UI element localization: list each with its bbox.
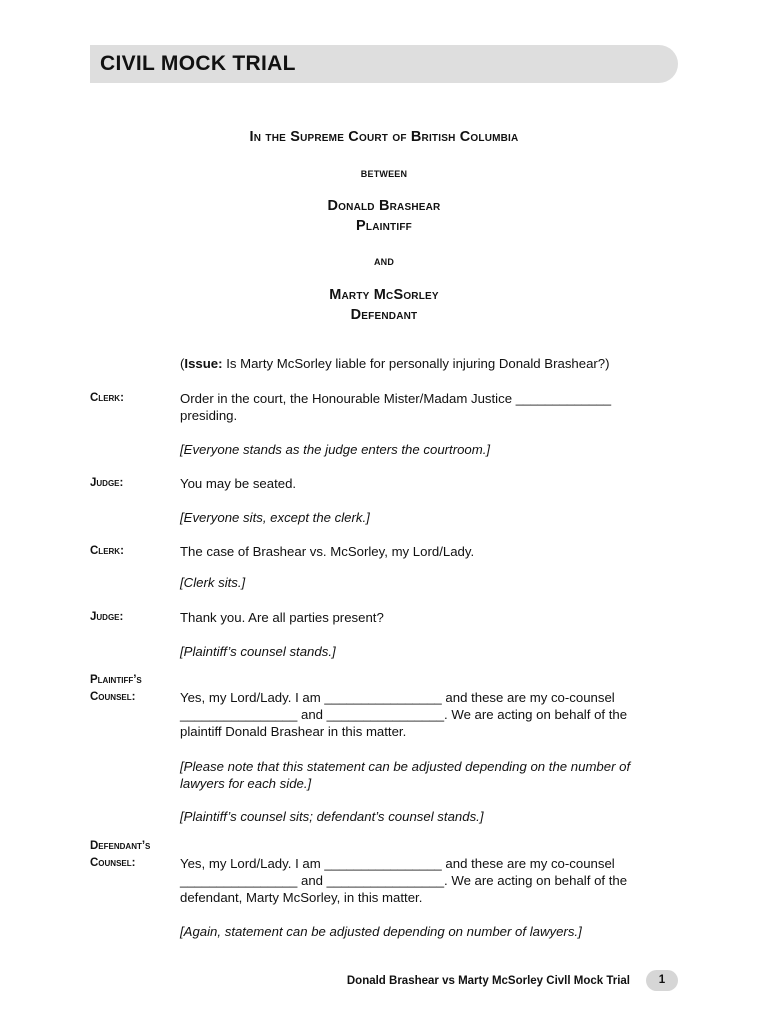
speaker-label	[90, 838, 150, 872]
dialogue-text: ________________ and ________________. We are acting on behalf of the	[180, 707, 628, 722]
dialogue-text: Yes, my Lord/Lady. I am ________________ and these are my co-counsel	[180, 690, 615, 705]
stage-direction-text: [Again, statement can be adjusted depending on number of lawyers.]	[180, 924, 582, 939]
stage-direction	[180, 574, 660, 591]
plaintiff-name: Donald Brashear	[327, 198, 441, 214]
stage-direction-text: [Clerk sits.]	[180, 575, 246, 590]
speaker-label	[90, 390, 124, 407]
and-label: and	[373, 254, 395, 268]
speaker-line: Plaintiff’s	[90, 674, 142, 686]
stage-direction-text: [Everyone stands as the judge enters the courtroom.]	[180, 442, 491, 457]
issue-statement	[180, 355, 610, 372]
speaker-line: Clerk:	[90, 545, 124, 557]
section-banner	[90, 45, 678, 83]
dialogue-line	[180, 390, 660, 424]
speaker-label	[90, 543, 124, 560]
speaker-label	[90, 475, 123, 492]
dialogue-line	[180, 855, 660, 906]
and-label-wrap	[0, 251, 768, 271]
stage-direction-text: lawyers for each side.]	[180, 776, 312, 791]
speaker-line: Counsel:	[90, 691, 136, 703]
stage-direction	[180, 441, 660, 458]
stage-direction	[180, 808, 660, 825]
plaintiff-block	[0, 196, 768, 236]
dialogue-text: You may be seated.	[180, 476, 297, 491]
between-label-wrap	[0, 163, 768, 183]
dialogue-text: Yes, my Lord/Lady. I am ________________ and these are my co-counsel	[180, 856, 615, 871]
dialogue-text: presiding.	[180, 408, 238, 423]
defendant-role: Defendant	[350, 307, 418, 323]
stage-direction-text: [Everyone sits, except the clerk.]	[180, 510, 370, 525]
between-label: between	[360, 166, 408, 180]
dialogue-line	[180, 475, 660, 492]
dialogue-line	[180, 543, 660, 560]
court-heading	[0, 127, 768, 147]
issue-text: Is Marty McSorley liable for personally injuring Donald Brashear?)	[222, 356, 610, 371]
dialogue-text: Thank you. Are all parties present?	[180, 610, 384, 625]
issue-open-paren: (	[180, 356, 185, 371]
stage-direction-text: [Plaintiff’s counsel sits; defendant’s counsel stands.]	[180, 809, 484, 824]
court-name: In the Supreme Court of British Columbia	[249, 129, 519, 145]
plaintiff-role: Plaintiff	[356, 218, 412, 234]
issue-label: Issue:	[184, 356, 223, 371]
speaker-line: Defendant’s	[90, 840, 151, 852]
speaker-label	[90, 672, 142, 706]
stage-direction-text: [Please note that this statement can be adjusted depending on the number of	[180, 759, 631, 774]
stage-direction	[180, 758, 660, 792]
stage-direction	[180, 643, 660, 660]
defendant-block	[0, 285, 768, 325]
speaker-label	[90, 609, 123, 626]
stage-direction-text: [Plaintiff’s counsel stands.]	[180, 644, 336, 659]
speaker-line: Judge:	[90, 611, 124, 623]
speaker-line: Counsel:	[90, 857, 136, 869]
dialogue-text: Order in the court, the Honourable Mister/Madam Justice _____________	[180, 391, 612, 406]
dialogue-text: The case of Brashear vs. McSorley, my Lord/Lady.	[180, 544, 475, 559]
dialogue-line	[180, 689, 660, 740]
dialogue-text: defendant, Marty McSorley, in this matter.	[180, 890, 423, 905]
defendant-name: Marty McSorley	[329, 287, 439, 303]
running-footer: Donald Brashear vs Marty McSorley Civll Mock Trial	[346, 975, 630, 987]
page-number: 1	[646, 970, 678, 991]
dialogue-line	[180, 609, 660, 626]
speaker-line: Judge:	[90, 477, 124, 489]
stage-direction	[180, 509, 660, 526]
stage-direction	[180, 923, 660, 940]
dialogue-text: ________________ and ________________. We are acting on behalf of the	[180, 873, 628, 888]
section-title: CIVIL MOCK TRIAL	[100, 52, 296, 75]
speaker-line: Clerk:	[90, 392, 124, 404]
dialogue-text: plaintiff Donald Brashear in this matter.	[180, 724, 407, 739]
